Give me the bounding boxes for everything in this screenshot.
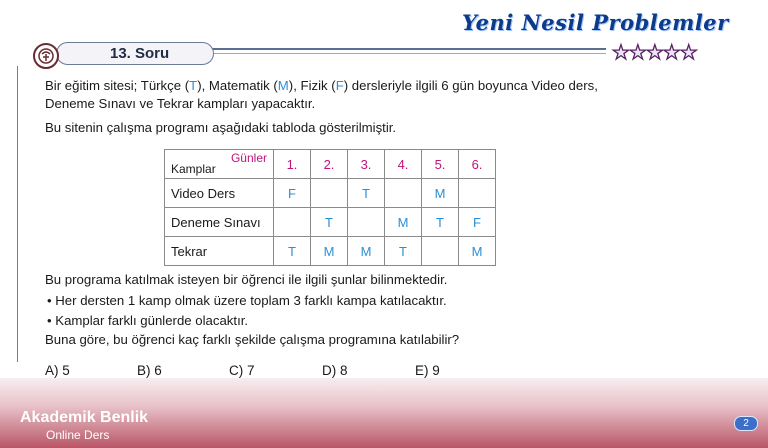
brand-title: Yeni Nesil Problemler xyxy=(462,10,729,35)
table-cell: M xyxy=(311,237,348,266)
answer-option-d[interactable]: D) 8 xyxy=(322,363,348,378)
table-cell: T xyxy=(422,208,459,237)
question-label: 13. Soru xyxy=(110,45,170,62)
day-header: 5. xyxy=(422,150,459,179)
answer-option-c[interactable]: C) 7 xyxy=(229,363,255,378)
table-cell: M xyxy=(459,237,496,266)
answer-option-a[interactable]: A) 5 xyxy=(45,363,70,378)
bullet-icon: • xyxy=(47,293,56,308)
table-cell xyxy=(385,179,422,208)
intro-line-3: Bu sitenin çalışma programı aşağıdaki tabloda gösterilmiştir. xyxy=(45,120,397,135)
row-label: Deneme Sınavı xyxy=(165,208,274,237)
day-header: 2. xyxy=(311,150,348,179)
corner-camps-label: Kamplar xyxy=(171,162,216,176)
table-row xyxy=(165,208,496,237)
day-header: 6. xyxy=(459,150,496,179)
row-label: Tekrar xyxy=(165,237,274,266)
table-header-row xyxy=(165,150,496,179)
question-text: Buna göre, bu öğrenci kaç farklı şekilde çalışma programına katılabilir? xyxy=(45,332,460,347)
logo-icon xyxy=(33,43,59,69)
day-header: 1. xyxy=(274,150,311,179)
footer-brand: Akademik Benlik xyxy=(20,409,149,426)
table-cell xyxy=(311,179,348,208)
difficulty-stars: ★★★★★ xyxy=(612,42,697,64)
table-cell xyxy=(274,208,311,237)
corner-days-label: Günler xyxy=(230,151,267,165)
table-cell: F xyxy=(274,179,311,208)
table-cell: T xyxy=(311,208,348,237)
answer-option-e[interactable]: E) 9 xyxy=(415,363,440,378)
table-cell xyxy=(348,208,385,237)
footer-subtitle: Online Ders xyxy=(46,428,110,442)
row-label: Video Ders xyxy=(165,179,274,208)
day-header: 4. xyxy=(385,150,422,179)
intro-line-1: Bir eğitim sitesi; Türkçe (T), Matematik (M), Fizik (F) dersleriyle ilgili 6 gün boyunca Video ders, xyxy=(45,78,598,93)
intro-line-2: Deneme Sınavı ve Tekrar kampları yapacaktır. xyxy=(45,96,316,111)
bullet-icon: • xyxy=(47,313,56,328)
table-corner-cell xyxy=(165,150,274,179)
table-cell xyxy=(459,179,496,208)
left-rule xyxy=(17,66,18,362)
table-cell: M xyxy=(348,237,385,266)
conditions-intro: Bu programa katılmak isteyen bir öğrenci ile ilgili şunlar bilinmektedir. xyxy=(45,272,448,287)
day-header: 3. xyxy=(348,150,385,179)
table-row xyxy=(165,179,496,208)
schedule-table xyxy=(164,149,496,266)
table-cell: M xyxy=(422,179,459,208)
table-cell: T xyxy=(274,237,311,266)
bullet-item: • Her dersten 1 kamp olmak üzere toplam 3 farklı kampa katılacaktır. xyxy=(47,293,447,308)
table-cell xyxy=(422,237,459,266)
table-row xyxy=(165,237,496,266)
table-cell: M xyxy=(385,208,422,237)
page-number-badge: 2 xyxy=(734,416,758,431)
bullet-item: • Kamplar farklı günlerde olacaktır. xyxy=(47,313,249,328)
table-cell: T xyxy=(348,179,385,208)
answer-option-b[interactable]: B) 6 xyxy=(137,363,162,378)
table-cell: T xyxy=(385,237,422,266)
table-cell: F xyxy=(459,208,496,237)
